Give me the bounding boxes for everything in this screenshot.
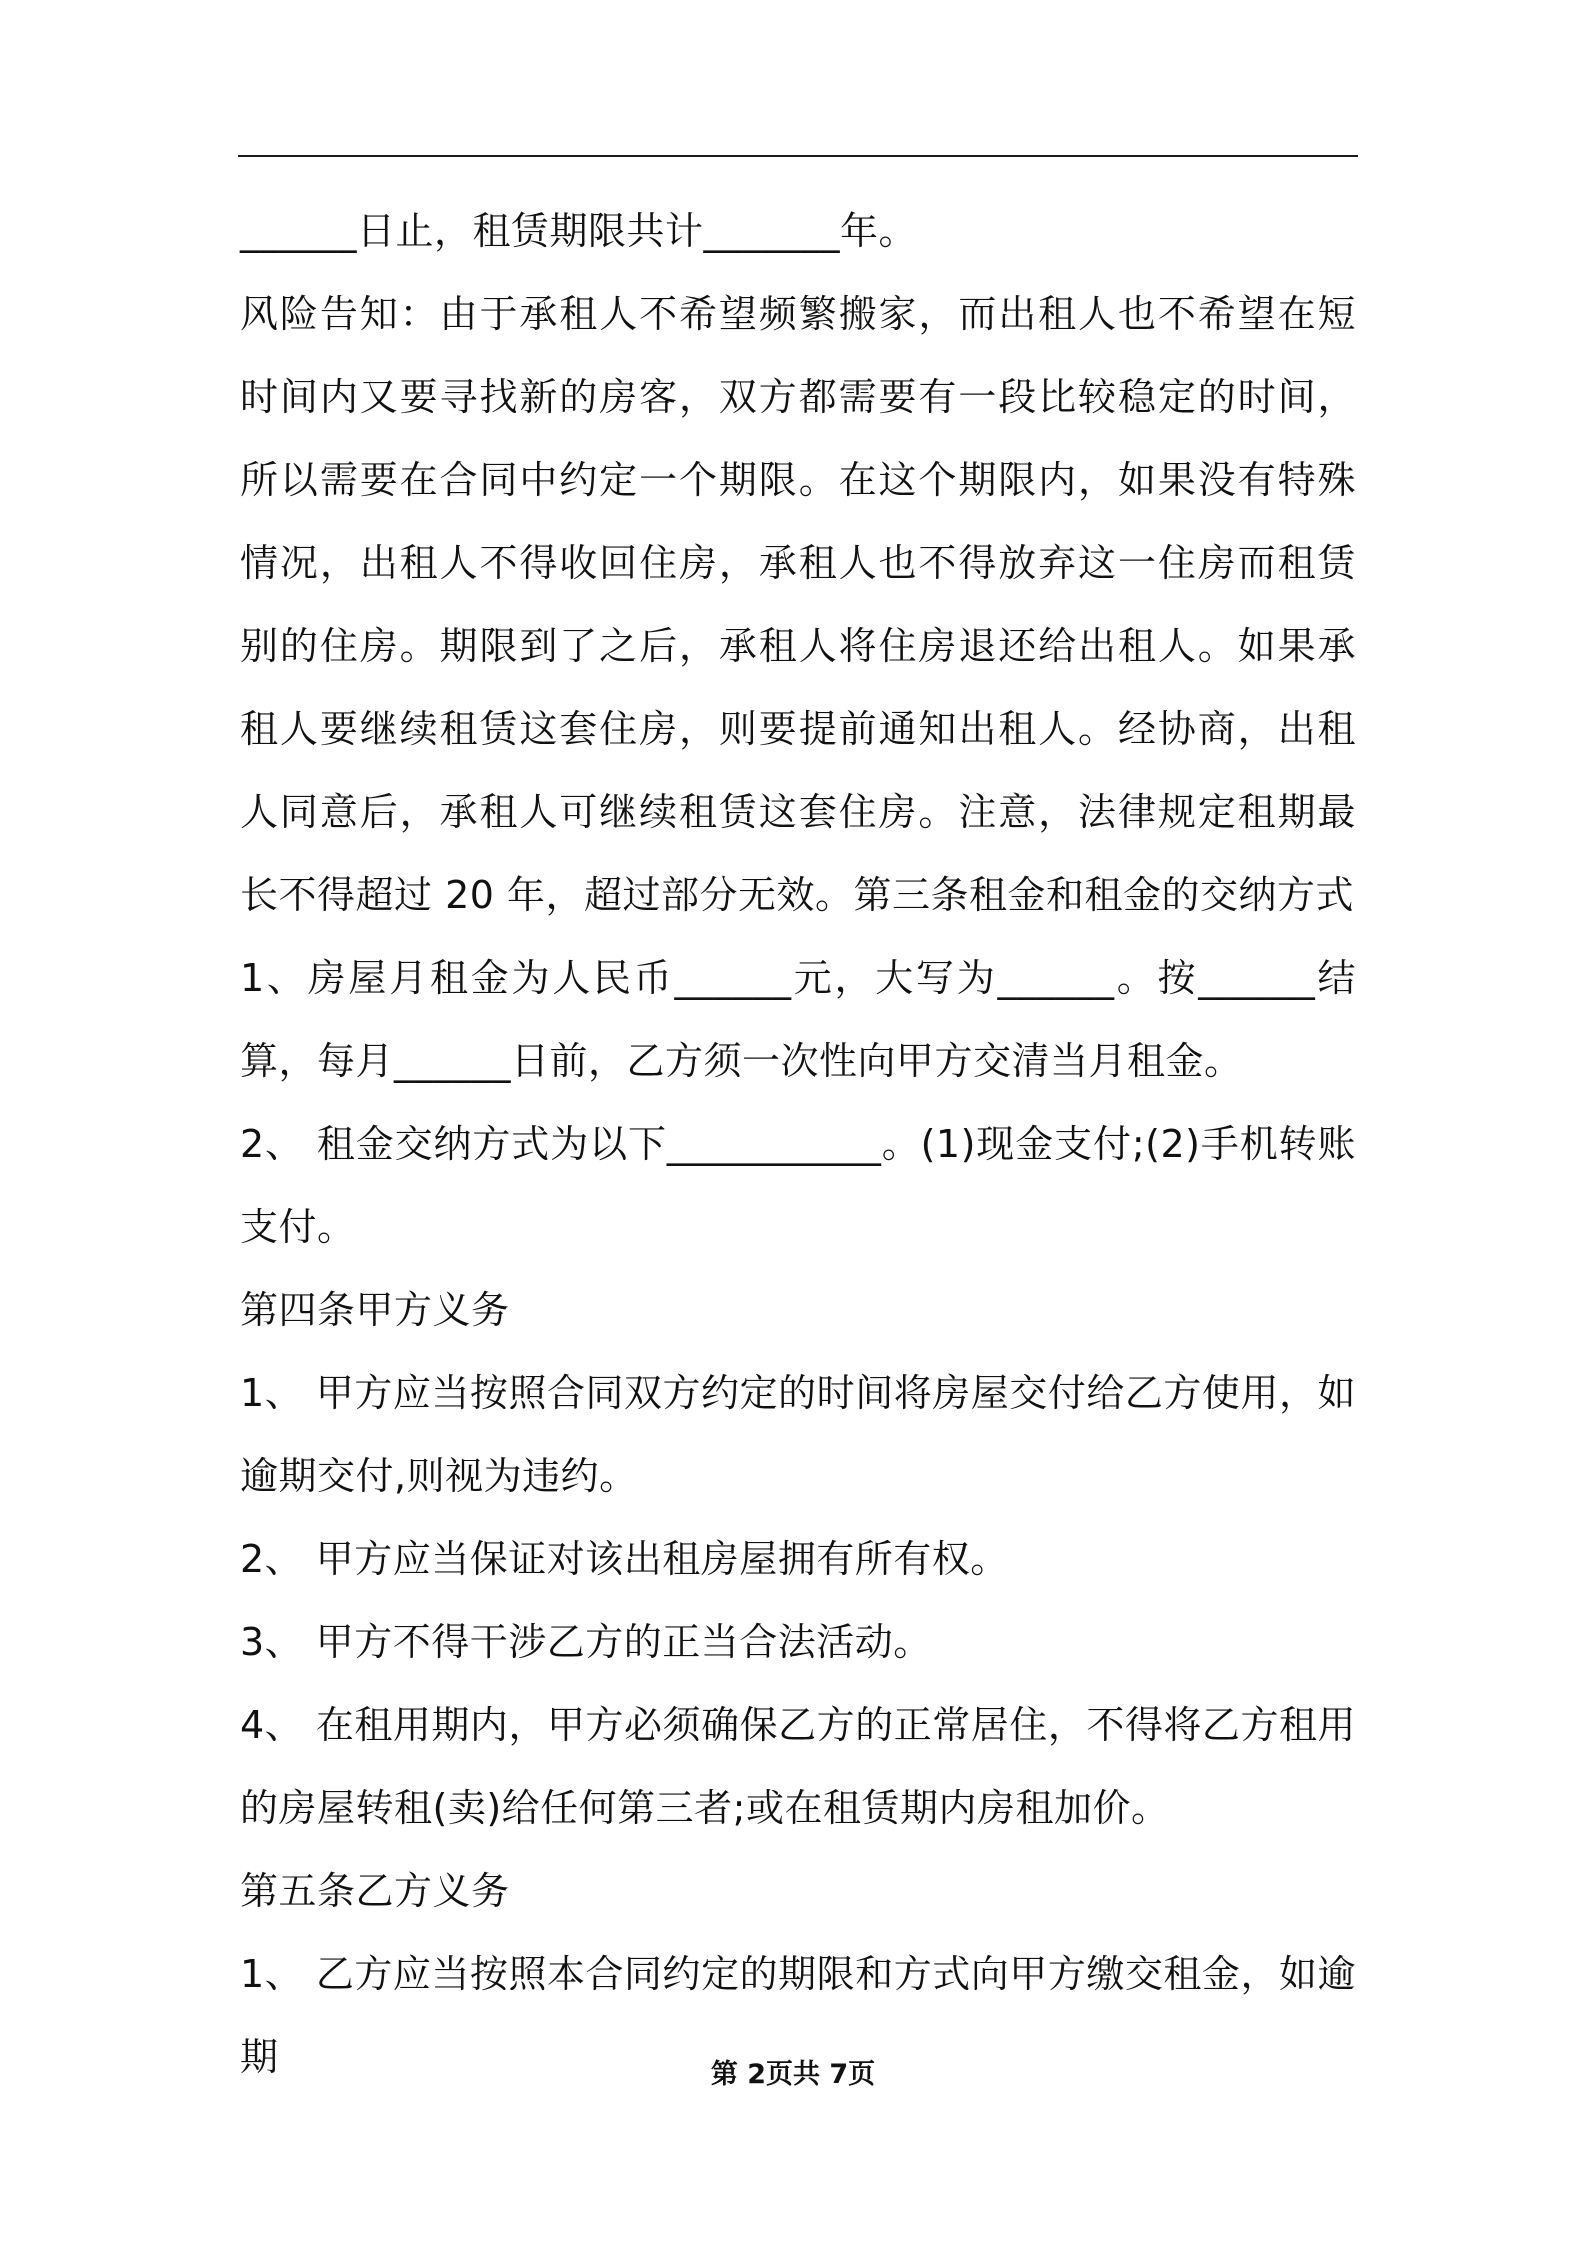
heading-article-4: 第四条甲方义务 [240,1288,510,1332]
heading-article-5: 第五条乙方义务 [240,1869,510,1913]
paragraph-risk-notice: 风险告知：由于承租人不希望频繁搬家，而出租人也不希望在短时间内又要寻找新的房客，双方都需要有一段比较稳定的时间，所以需要在合同中约定一个期限。在这个期限内，如果没有特殊情况，出租人不得收回住房，承租人也不得放弃这一住房而租赁别的住房。期限到了之后，承租人将住房退还给出租人。如果承租人要继续租赁这套住房，则要提前通知出租人。经协商，出租人同意后，承租人可继续租赁这套住房。注意，法律规定租期最长不得超过 20 年，超过部分无效。第三条租金和租金的交纳方式 [240,292,1356,917]
paragraph-party-a-duty-1: 1、 甲方应当按照合同双方约定的时间将房屋交付给乙方使用，如逾期交付,则视为违约。 [240,1371,1356,1498]
paragraph-rent-amount: 1、房屋月租金为人民币______元，大写为______。按______结算，每月______日前，乙方须一次性向甲方交清当月租金。 [240,956,1356,1083]
paragraph-party-a-duty-2: 2、 甲方应当保证对该出租房屋拥有所有权。 [240,1537,1009,1581]
paragraph-party-a-duty-4: 4、 在租用期内，甲方必须确保乙方的正常居住，不得将乙方租用的房屋转租(卖)给任何第三者;或在租赁期内房租加价。 [240,1703,1356,1830]
paragraph-party-b-duty-1: 1、 乙方应当按照本合同约定的期限和方式向甲方缴交租金，如逾期 [240,1952,1356,2079]
page-number-footer: 第 2页共 7页 [710,2059,876,2090]
paragraph-lease-term-end: ______日止，租赁期限共计_______年。 [240,209,918,253]
paragraph-payment-method: 2、 租金交纳方式为以下___________。(1)现金支付;(2)手机转账支付。 [240,1122,1356,1249]
header-rule [238,155,1358,157]
paragraph-party-a-duty-3: 3、 甲方不得干涉乙方的正当合法活动。 [240,1620,932,1664]
document-body [240,190,1356,2099]
